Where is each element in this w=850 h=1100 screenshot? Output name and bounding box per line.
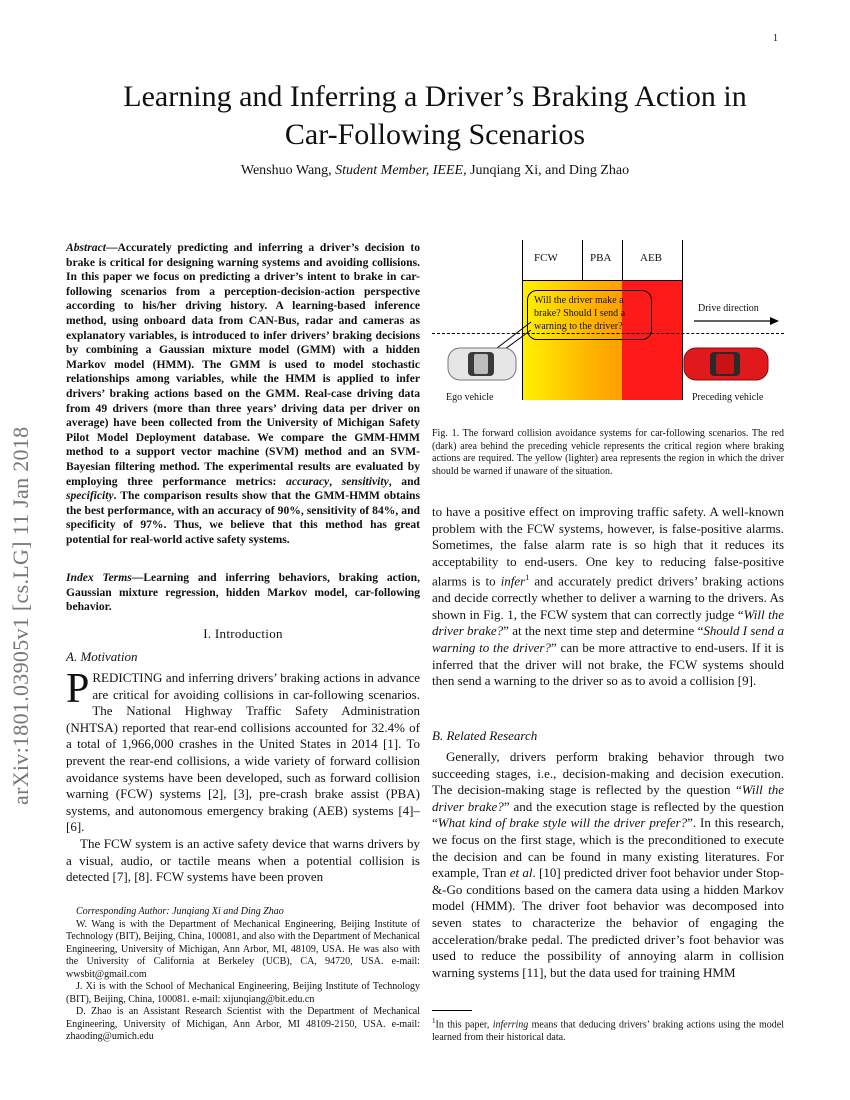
arxiv-stamp: arXiv:1801.03905v1 [cs.LG] 11 Jan 2018 <box>8 426 33 805</box>
abstract <box>66 241 420 547</box>
rp2-text: Generally, drivers perform braking behavior through two succeeding stages, i.e., decision-making and decision execution. The decision-making stage is reflected by the question “ <box>432 749 784 798</box>
right-paragraph-1 <box>432 504 784 690</box>
intro-paragraph-1-text: REDICTING and inferring drivers’ braking actions in advance are critical for avoiding collisions in car-following scenarios. The National Highway Traffic Safety Administration (NHTSA) reported that rear-end collisions accounted for 32.4% of a total of 1,966,000 crashes in the United States in 2014 [1]. To prevent the rear-end collisions, a wide variety of forward collision avoidance systems have been developed, such as forward collision warning (FCW) systems [2], [3], pre-crash brake assist (PBA) systems, and autonomous emergency braking (AEB) systems [4]–[6]. <box>66 670 420 835</box>
subsection-heading-related-research: B. Related Research <box>432 728 538 743</box>
drive-direction-label: Drive direction <box>698 303 759 314</box>
rp2-question-1: Will the driver brake? <box>432 782 784 814</box>
footnote-xi: J. Xi is with the School of Mechanical Engineering, Beijing Institute of Technology (BIT), Beijing, China, 100081. e-mail: xijunqiang@bit.edu.cn <box>66 981 420 1005</box>
footnote-1-number: 1 <box>432 1017 436 1025</box>
driver-thought-bubble: Will the driver make a brake? Should I send a warning to the driver? <box>527 290 652 340</box>
zone-header-rule <box>522 280 682 281</box>
rp1-text: and accurately predict drivers’ braking actions and decide correctly whether to deliver a warning to the drivers. As shown in Fig. 1, the FCW system that can correctly judge “ <box>432 573 785 622</box>
footnote-rule <box>432 1010 472 1011</box>
rp2-question-2: What kind of brake style will the driver prefer? <box>437 815 688 831</box>
right-body <box>432 504 784 690</box>
author-list <box>40 163 830 179</box>
rp1-question-1: Will the driver brake? <box>432 606 784 639</box>
rp2-text: ” and the execution stage is reflected by the question “ <box>432 798 784 831</box>
right-paragraph-2 <box>432 749 784 981</box>
zone-label-aeb: AEB <box>640 252 662 264</box>
drop-cap: P <box>66 666 90 712</box>
author-membership: Student Member, IEEE, <box>335 163 467 178</box>
intro-body <box>66 666 420 886</box>
rp1-text: ” can be more attractive to end-users. If it is inferred that the driver will not brake, the FCW systems should then send a warning to the driver so as to avoid a collision [9]. <box>432 640 784 689</box>
preceding-vehicle-icon <box>682 344 772 384</box>
rp2-text: ”. In this research, we focus on the first stage, which is the preconditioned to execute the decision and can be found in many existing literatures. For example, Tran <box>432 815 784 881</box>
subsection-heading-motivation: A. Motivation <box>66 649 138 664</box>
author-part-2: Junqiang Xi, and Ding Zhao <box>466 163 630 178</box>
zone-divider <box>622 240 623 280</box>
author-part-1: Wenshuo Wang, <box>240 163 336 178</box>
related-research-body <box>432 749 784 981</box>
ego-vehicle-label: Ego vehicle <box>446 392 494 403</box>
author-footnotes <box>66 906 420 1044</box>
paper-title <box>40 78 830 154</box>
index-terms-text: —Learning and inferring behaviors, braking action, Gaussian mixture regression, hidden Markov model, car-following behavior. <box>66 571 420 614</box>
metric-sensitivity: sensitivity <box>341 474 389 488</box>
rp1-infer: infer <box>500 573 526 589</box>
index-terms <box>66 571 420 615</box>
preceding-vehicle-label: Preceding vehicle <box>692 392 764 403</box>
figure-fcw-diagram <box>432 240 784 410</box>
footnote-zhao: D. Zhao is an Assistant Research Scientist with the Department of Mechanical Engineering, University of Michigan, Ann Arbor, MI 48109-2150, USA. e-mail: zhaoding@umich.edu <box>66 1006 420 1042</box>
abstract-sep: , and <box>388 474 420 488</box>
rp2-etal: et al <box>509 865 533 881</box>
zone-label-fcw: FCW <box>534 252 558 264</box>
footnote-corresponding <box>66 906 420 919</box>
intro-paragraph-1 <box>66 666 420 836</box>
metric-specificity: specificity <box>66 489 114 503</box>
intro-paragraph-2: The FCW system is an active safety device that warns drivers by a visual, audio, or tactile means when a potential collision is detected [7], [8]. FCW systems have been proven <box>66 835 420 885</box>
footnote-1-text: In this paper, <box>435 1019 493 1031</box>
title-line-2: Car-Following Scenarios <box>284 118 586 151</box>
abstract-text-end: . The comparison results show that the GMM-HMM obtains the best performance, with an accuracy of 90%, sensitivity of 84%, and specificity of 97%. Thus, we believe that this method has great potential for real-world active safety systems. <box>66 489 420 546</box>
index-terms-label: Index Terms <box>66 571 132 584</box>
footnote-marker: 1 <box>525 573 530 583</box>
abstract-label: Abstract <box>66 241 106 254</box>
page-number: 1 <box>773 33 778 44</box>
rp1-text: to have a positive effect on improving traffic safety. A well-known problem with the FCW systems, however, is false-positive alarms. Sometimes, the false alarm rate is so high that it reduces its acceptability to end-users. One key to reducing false-positive alarms is to <box>432 504 784 589</box>
footnote-1 <box>432 1015 784 1044</box>
ego-vehicle-icon <box>446 344 518 384</box>
footnote-corresponding-text: Corresponding Author: Junqiang Xi and Ding Zhao <box>76 906 284 917</box>
footnote-1-text: means that deducing drivers’ braking actions using the model learned from their historical data. <box>432 1019 784 1043</box>
footnote-wang: W. Wang is with the Department of Mechanical Engineering, Beijing Institute of Technology (BIT), Beijing, China, 100081, and also with the Department of Mechanical Engineering, University of Michigan, Ann Arbor, MI, 48109, USA. He was also with the University of California at Berkeley (UCB), CA, 94720, USA. e-mail: wwsbit@gmail.com <box>66 918 420 980</box>
section-heading: I. Introduction <box>203 626 283 641</box>
abstract-text: —Accurately predicting and inferring a driver’s decision to brake is critical for designing warning systems and avoiding collisions. In this paper we focus on predicting a driver’s intent to brake in car-following scenarios from a perception-decision-action perspective according to his/her driving history. A learning-based inference method, using onboard data from CAN-Bus, radar and cameras as explanatory variables, is introduced to infer drivers’ braking decisions by combining a Gaussian mixture model (GMM) with a hidden Markov model (HMM). The GMM is used to model stochastic relationships among variables, while the HMM is applied to infer drivers’ braking actions based on the GMM. Real-case driving data from 49 drivers (more than three years’ driving data per driver on average) have been collected from the University of Michigan Safety Pilot Model Deployment database. We compare the GMM-HMM method to a support vector machine (SVM) method and an SVM-Bayesian filtering method. The experimental results are evaluated by employing three performance metrics: <box>66 241 420 488</box>
abstract-sep: , <box>329 474 342 488</box>
metric-accuracy: accuracy <box>286 474 330 488</box>
rp1-question-2: Should I send a warning to the driver? <box>432 623 784 656</box>
figure-caption: Fig. 1. The forward collision avoidance systems for car-following scenarios. The red (dark) area behind the preceding vehicle represents the critical region where braking actions are required. The yellow (lighter) area represents the region in which the driver should be warned if unaware of the situation. <box>432 428 784 477</box>
footnote-1-term: inferring <box>492 1019 529 1031</box>
rp1-text: ” at the next time step and determine “ <box>503 623 704 639</box>
rp2-text: . [10] predicted driver foot behavior under Stop-&-Go conditions based on the camera data using a hidden Markov model (HMM). The driver foot behavior was decomposed into seven states to characterize the behavior of engaging the acceleration/brake pedal. The predicted driver’s foot behavior was used to reduce the possibility of annoying alarm in collision warning systems [11], but the data used for training HMM <box>432 865 784 980</box>
drive-direction-arrow-icon <box>694 316 779 326</box>
title-line-1: Learning and Inferring a Driver’s Braking Action in <box>123 80 747 113</box>
zone-divider <box>582 240 583 280</box>
zone-label-pba: PBA <box>590 252 612 264</box>
